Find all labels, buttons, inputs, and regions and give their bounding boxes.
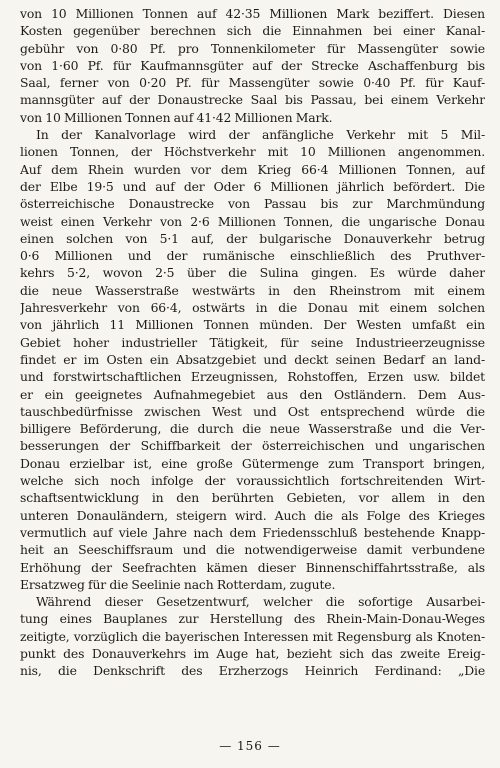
text-line: österreichische Donaustrecke von Passau bis zur Marchmündung xyxy=(20,196,485,212)
text-line: welche sich noch infolge der voraussichtlich fortschreitenden Wirt- xyxy=(20,473,485,489)
text-line: tung eines Bauplanes zur Herstellung des Rhein-Main-Donau-Weges xyxy=(20,611,485,627)
paragraph-1 xyxy=(20,5,485,126)
text-line: Ersatzweg für die Seelinie nach Rotterdam, zugute. xyxy=(20,576,336,592)
text-line: Während dieser Gesetzentwurf, welcher die sofortige Ausarbei- xyxy=(36,594,485,610)
text-line: punkt des Donauverkehrs im Auge hat, bezieht sich das zweite Ereig- xyxy=(20,645,485,661)
text-line: von 10 Millionen Tonnen auf 41·42 Millionen Mark. xyxy=(20,109,333,125)
text-line: er ein geeignetes Aufnahmegebiet aus den Ostländern. Dem Aus- xyxy=(20,386,485,402)
text-line: Erhöhung der Seefrachten kämen dieser Binnenschiffahrtsstraße, als xyxy=(20,559,485,575)
text-line: tauschbedürfnisse zwischen West und Ost entsprechend würde die xyxy=(20,403,485,419)
text-line: Donau erzielbar ist, eine große Gütermenge zum Transport bringen, xyxy=(20,455,485,471)
paragraph-3 xyxy=(20,593,485,679)
page-number: — 156 — xyxy=(219,739,281,753)
text-line: Auf dem Rhein wurden vor dem Krieg 66·4 Millionen Tonnen, auf xyxy=(20,161,485,177)
text-line: und forstwirtschaftlichen Erzeugnissen, Rohstoffen, Erzen usw. bildet xyxy=(20,369,485,385)
page-body xyxy=(20,5,485,680)
text-line: findet er im Osten ein Absatzgebiet und deckt seinen Bedarf an land- xyxy=(20,351,485,367)
text-line: heit an Seeschiffsraum und die notwendigerweise damit verbundene xyxy=(20,542,485,558)
text-line: lionen Tonnen, der Höchstverkehr mit 10 Millionen angenommen. xyxy=(20,144,485,160)
text-line: 0·6 Millionen und der rumänische einschließlich des Pruthver- xyxy=(20,248,485,264)
text-line: unteren Donauländern, steigern wird. Auch die als Folge des Krieges xyxy=(20,507,485,523)
text-line: Gebiet hoher industrieller Tätigkeit, für seine Industrieerzeugnisse xyxy=(20,334,485,350)
text-line: einen solchen von 5·1 auf, der bulgarische Donauverkehr betrug xyxy=(20,230,485,246)
text-line: gebühr von 0·80 Pf. pro Tonnenkilometer für Massengüter sowie xyxy=(20,40,485,56)
text-line: weist einen Verkehr von 2·6 Millionen Tonnen, die ungarische Donau xyxy=(20,213,485,229)
text-line: Saal, ferner von 0·20 Pf. für Massengüter sowie 0·40 Pf. für Kauf- xyxy=(20,75,485,91)
text-line: billigere Beförderung, die durch die neue Wasserstraße und die Ver- xyxy=(20,421,485,437)
text-line: die neue Wasserstraße westwärts in den Rheinstrom mit einem xyxy=(20,282,485,298)
text-line: von jährlich 11 Millionen Tonnen münden. Der Westen umfaßt ein xyxy=(20,317,485,333)
text-line: Jahresverkehr von 66·4, ostwärts in die Donau mit einem solchen xyxy=(20,300,485,316)
text-line: von 10 Millionen Tonnen auf 42·35 Millionen Mark beziffert. Diesen xyxy=(20,6,485,21)
text-line: der Elbe 19·5 und auf der Oder 6 Millionen jährlich befördert. Die xyxy=(20,178,485,194)
text-line: schaftsentwicklung in den berührten Gebieten, vor allem in den xyxy=(20,490,485,506)
text-line: zeitigte, vorzüglich die bayerischen Interessen mit Regensburg als Knoten- xyxy=(20,628,485,644)
text-line: In der Kanalvorlage wird der anfängliche Verkehr mit 5 Mil- xyxy=(36,127,485,143)
text-line: besserungen der Schiffbarkeit der österreichischen und ungarischen xyxy=(20,438,485,454)
text-line: kehrs 5·2, wovon 2·5 über die Sulina gingen. Es würde daher xyxy=(20,265,485,281)
text-line: vermutlich auf viele Jahre nach dem Friedensschluß bestehende Knapp- xyxy=(20,524,485,540)
text-line: von 1·60 Pf. für Kaufmannsgüter auf der Strecke Aschaffenburg bis xyxy=(20,57,485,73)
paragraph-2 xyxy=(20,126,485,593)
text-line: nis, die Denkschrift des Erzherzogs Heinrich Ferdinand: „Die xyxy=(20,663,485,679)
text-line: Kosten gegenüber berechnen sich die Einnahmen bei einer Kanal- xyxy=(20,23,485,39)
text-line: mannsgüter auf der Donaustrecke Saal bis Passau, bei einem Verkehr xyxy=(20,92,485,108)
